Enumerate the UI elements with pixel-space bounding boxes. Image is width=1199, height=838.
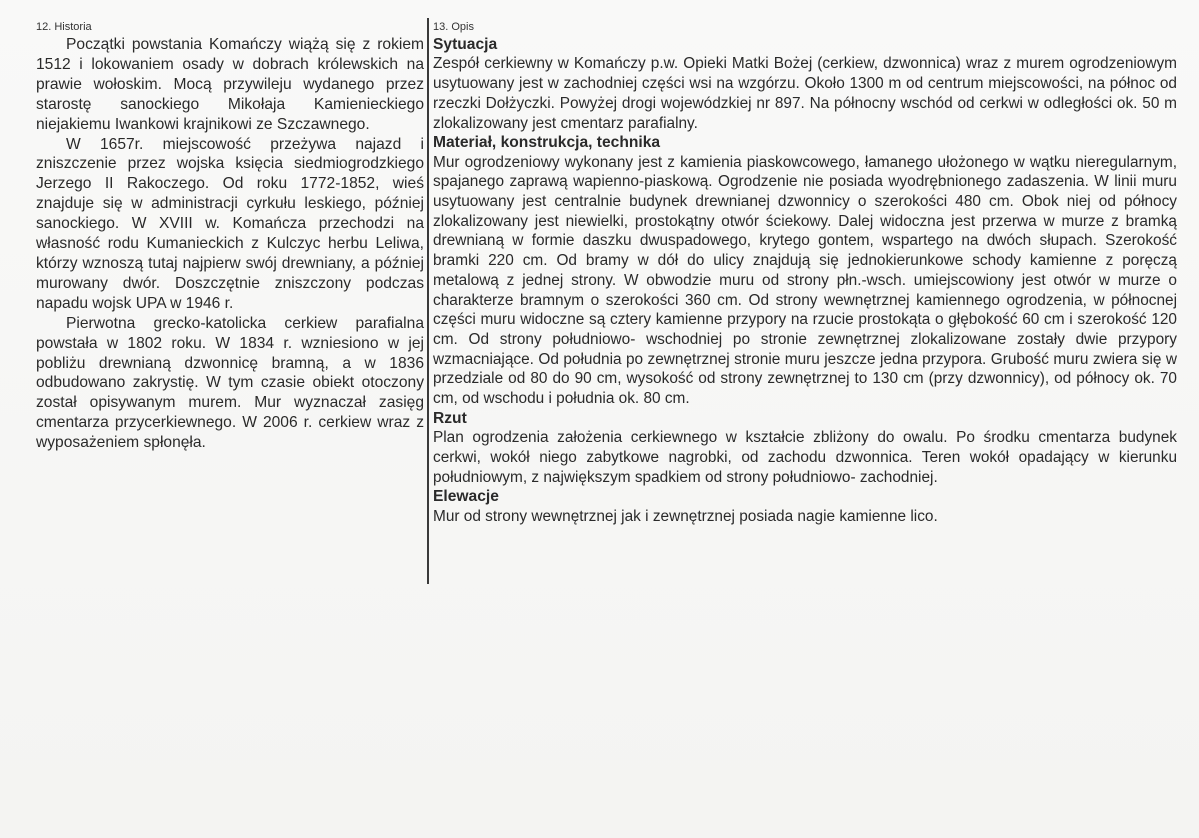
history-paragraph: Pierwotna grecko-katolicka cerkiew parafialna powstała w 1802 roku. W 1834 r. wzniesiono w jej pobliżu drewnianą dzwonnicę bramną, a w 1836 odbudowano zakrystię. W tym czasie obiekt otoczony został opisywanym murem. Mur wyznaczał zasięg cmentarza przycerkiewnego. W 2006 r. cerkiew wraz z wyposażeniem spłonęła. (36, 314, 424, 452)
description-label: 13. Opis (433, 21, 474, 33)
section-heading-sytuacja: Sytuacja (433, 36, 498, 53)
section-text-sytuacja: Zespół cerkiewny w Komańczy p.w. Opieki Matki Bożej (cerkiew, dzwonnica) wraz z murem ogrodzeniowym usytuowany jest w zachodniej części wsi na wzgórzu. Około 1300 m od centrum miejscowości, na północ od rzeczki Dołżyczki. Powyżej drogi wojewódzkiej nr 897. Na północny wschód od cerkwi w odległości ok. 50 m zlokalizowany jest cmentarz parafialny. (433, 55, 1177, 132)
history-label: 12. Historia (36, 21, 92, 33)
history-paragraph: W 1657r. miejscowość przeżywa najazd i zniszczenie przez wojska księcia siedmiogrodzkiego Jerzego II Rakoczego. Od roku 1772-1852, wieś znajduje się w administracji cyrkułu leskiego, później sanockiego. W XVIII w. Komańcza przechodzi na własność rodu Kumanieckich z Kulczyc herbu Leliwa, którzy wznoszą tutaj najpierw swój drewniany, a później murowany dwór. Doszczętnie zniszczony podczas napadu wojsk UPA w 1946 r. (36, 135, 424, 312)
column-divider (427, 18, 429, 584)
history-text (36, 35, 424, 453)
section-heading-rzut: Rzut (433, 409, 467, 427)
section-text-rzut: Plan ogrodzenia założenia cerkiewnego w kształcie zbliżony do owalu. Po środku cmentarza budynek cerkwi, wokół niego zabytkowe nagrobki, od zachodu dzwonnica. Teren wokół opadający w kierunku południowym, z największym spadkiem od strony południowo- zachodniej. (433, 429, 1177, 486)
section-heading-material: Materiał, konstrukcja, technika (433, 134, 661, 152)
description-column (433, 21, 1177, 526)
section-text-elewacje: Mur od strony wewnętrznej jak i zewnętrznej posiada nagie kamienne lico. (433, 507, 938, 525)
section-heading-elewacje: Elewacje (433, 488, 499, 506)
description-text (433, 35, 1177, 526)
history-paragraph: Początki powstania Komańczy wiążą się z rokiem 1512 i lokowaniem osady w dobrach królewskich na prawie wołoskim. Mocą przywileju wydanego przez starostę sanockiego Mikołaja Kamienieckiego niejakiemu Iwankowi krajnikowi ze Szczawnego. (36, 36, 424, 133)
section-text-material: Mur ogrodzeniowy wykonany jest z kamienia piaskowcowego, łamanego ułożonego w wątku nieregularnym, spajanego zaprawą wapienno-piaskową. Ogrodzenie nie posiada wyodrębnionego zadaszenia. W linii muru usytuowany jest centralnie budynek drewnianej dzwonnicy o szerokości 480 cm. Obok niej od północy zlokalizowany jest niewielki, prostokątny otwór ściekowy. Dalej widoczna jest przerwa w murze z bramką drewnianą w formie daszku dwuspadowego, krytego gontem, wspartego na dwóch słupach. Szerokość bramki 220 cm. Od bramy w dół do ulicy znajdują się jednokierunkowe schody kamienne z poręczą metalową z jednej strony. W obwodzie muru od strony płn.-wsch. umiejscowiony jest otwór w murze o charakterze bramnym o szerokości 360 cm. Od strony wewnętrznej kamiennego ogrodzenia, w północnej części muru widoczne są cztery kamienne przypory na rzucie prostokąta o głębokość 60 cm i szerokość 120 cm. Od strony południowo- wschodniej po stronie zewnętrznej zlokalizowane zostały dwie przypory wzmacniające. Od południa po zewnętrznej stronie muru jeszcze jedna przypora. Grubość muru zwiera się w przedziale od 80 do 90 cm, wysokość od strony zewnętrznej to 130 cm (przy dzwonnicy), od północy ok. 70 cm, od wschodu i południa ok. 80 cm. (433, 153, 1177, 408)
history-column (36, 21, 424, 453)
